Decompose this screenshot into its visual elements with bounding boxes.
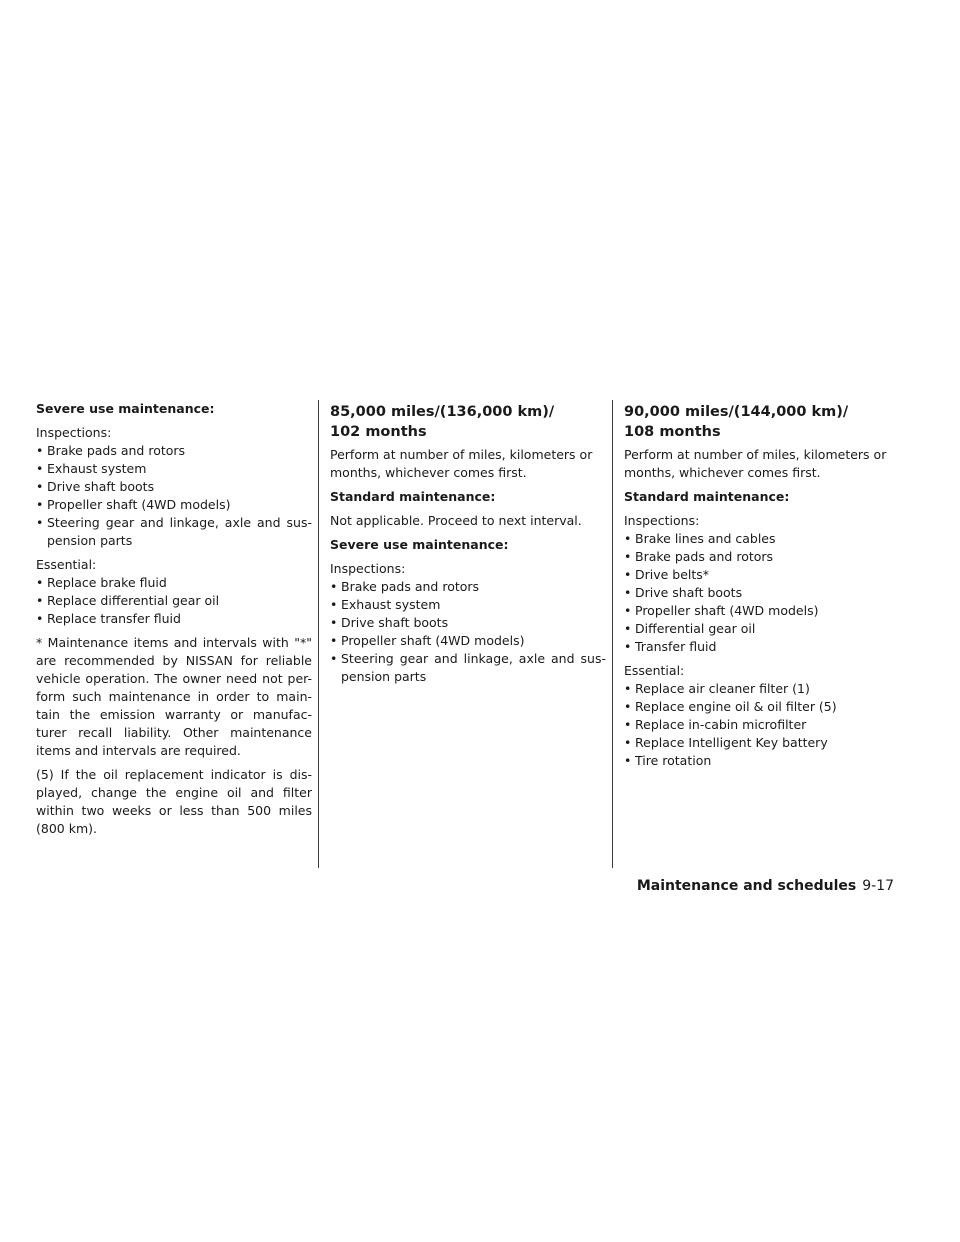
list-item: • Transfer fluid — [624, 639, 717, 654]
oil-indicator-note: (5) If the oil replacement indicator is dis-played, change the engine oil and filter within two weeks or less than 500 miles (800 km). — [36, 767, 312, 836]
essential-label: Essential: — [624, 663, 685, 678]
standard-maintenance-heading: Standard maintenance: — [624, 489, 790, 504]
list-item: • Exhaust system — [36, 461, 147, 476]
column-divider — [612, 400, 613, 868]
column-right — [624, 402, 900, 776]
list-item: • Drive shaft boots — [36, 479, 155, 494]
interval-heading-line1: 85,000 miles/(136,000 km)/ — [330, 404, 555, 420]
interval-intro: Perform at number of miles, kilometers or months, whichever comes first. — [624, 447, 887, 480]
list-item: • Replace Intelligent Key battery — [624, 735, 828, 750]
list-item: • Replace brake fluid — [36, 575, 167, 590]
list-item: • Brake pads and rotors — [36, 443, 186, 458]
interval-heading — [330, 402, 606, 442]
list-item: • Brake pads and rotors — [330, 579, 480, 594]
list-item: • Replace in-cabin microfilter — [624, 717, 807, 732]
list-item: • Tire rotation — [624, 753, 712, 768]
list-item: • Propeller shaft (4WD models) — [624, 603, 819, 618]
severe-maintenance-heading: Severe use maintenance: — [36, 401, 215, 416]
list-item: • Propeller shaft (4WD models) — [36, 497, 231, 512]
essential-list — [36, 574, 312, 628]
inspections-list — [624, 530, 900, 656]
list-item: • Steering gear and linkage, axle and sus-pension parts — [36, 515, 312, 548]
page-footer — [637, 878, 894, 894]
essential-list — [624, 680, 900, 770]
page-number: 9-17 — [862, 878, 894, 894]
interval-heading-line1: 90,000 miles/(144,000 km)/ — [624, 404, 849, 420]
list-item: • Brake lines and cables — [624, 531, 776, 546]
interval-heading-line2: 102 months — [330, 424, 427, 440]
inspections-label: Inspections: — [624, 513, 700, 528]
list-item: • Replace transfer fluid — [36, 611, 181, 626]
interval-heading-line2: 108 months — [624, 424, 721, 440]
list-item: • Replace differential gear oil — [36, 593, 220, 608]
standard-maintenance-text: Not applicable. Proceed to next interval. — [330, 513, 582, 528]
inspections-label: Inspections: — [36, 425, 112, 440]
list-item: • Replace engine oil & oil filter (5) — [624, 699, 837, 714]
column-left — [36, 400, 312, 844]
list-item: • Propeller shaft (4WD models) — [330, 633, 525, 648]
list-item: • Differential gear oil — [624, 621, 756, 636]
interval-heading — [624, 402, 900, 442]
inspections-list — [36, 442, 312, 550]
asterisk-note: * Maintenance items and intervals with "*" are recommended by NISSAN for reliable vehicle operation. The owner need not per-form such maintenance in order to main-tain the emission warranty or manufac-turer recall liability. Other maintenance items and intervals are required. — [36, 635, 312, 758]
list-item: • Steering gear and linkage, axle and sus-pension parts — [330, 651, 606, 684]
column-middle — [330, 402, 606, 692]
inspections-list — [330, 578, 606, 686]
list-item: • Exhaust system — [330, 597, 441, 612]
list-item: • Drive shaft boots — [624, 585, 743, 600]
list-item: • Drive belts* — [624, 567, 710, 582]
section-title: Maintenance and schedules — [636, 878, 857, 894]
interval-intro: Perform at number of miles, kilometers or months, whichever comes first. — [330, 447, 593, 480]
inspections-label: Inspections: — [330, 561, 406, 576]
list-item: • Drive shaft boots — [330, 615, 449, 630]
column-divider — [318, 400, 319, 868]
list-item: • Brake pads and rotors — [624, 549, 774, 564]
essential-label: Essential: — [36, 557, 97, 572]
severe-maintenance-heading: Severe use maintenance: — [330, 537, 509, 552]
standard-maintenance-heading: Standard maintenance: — [330, 489, 496, 504]
list-item: • Replace air cleaner filter (1) — [624, 681, 810, 696]
